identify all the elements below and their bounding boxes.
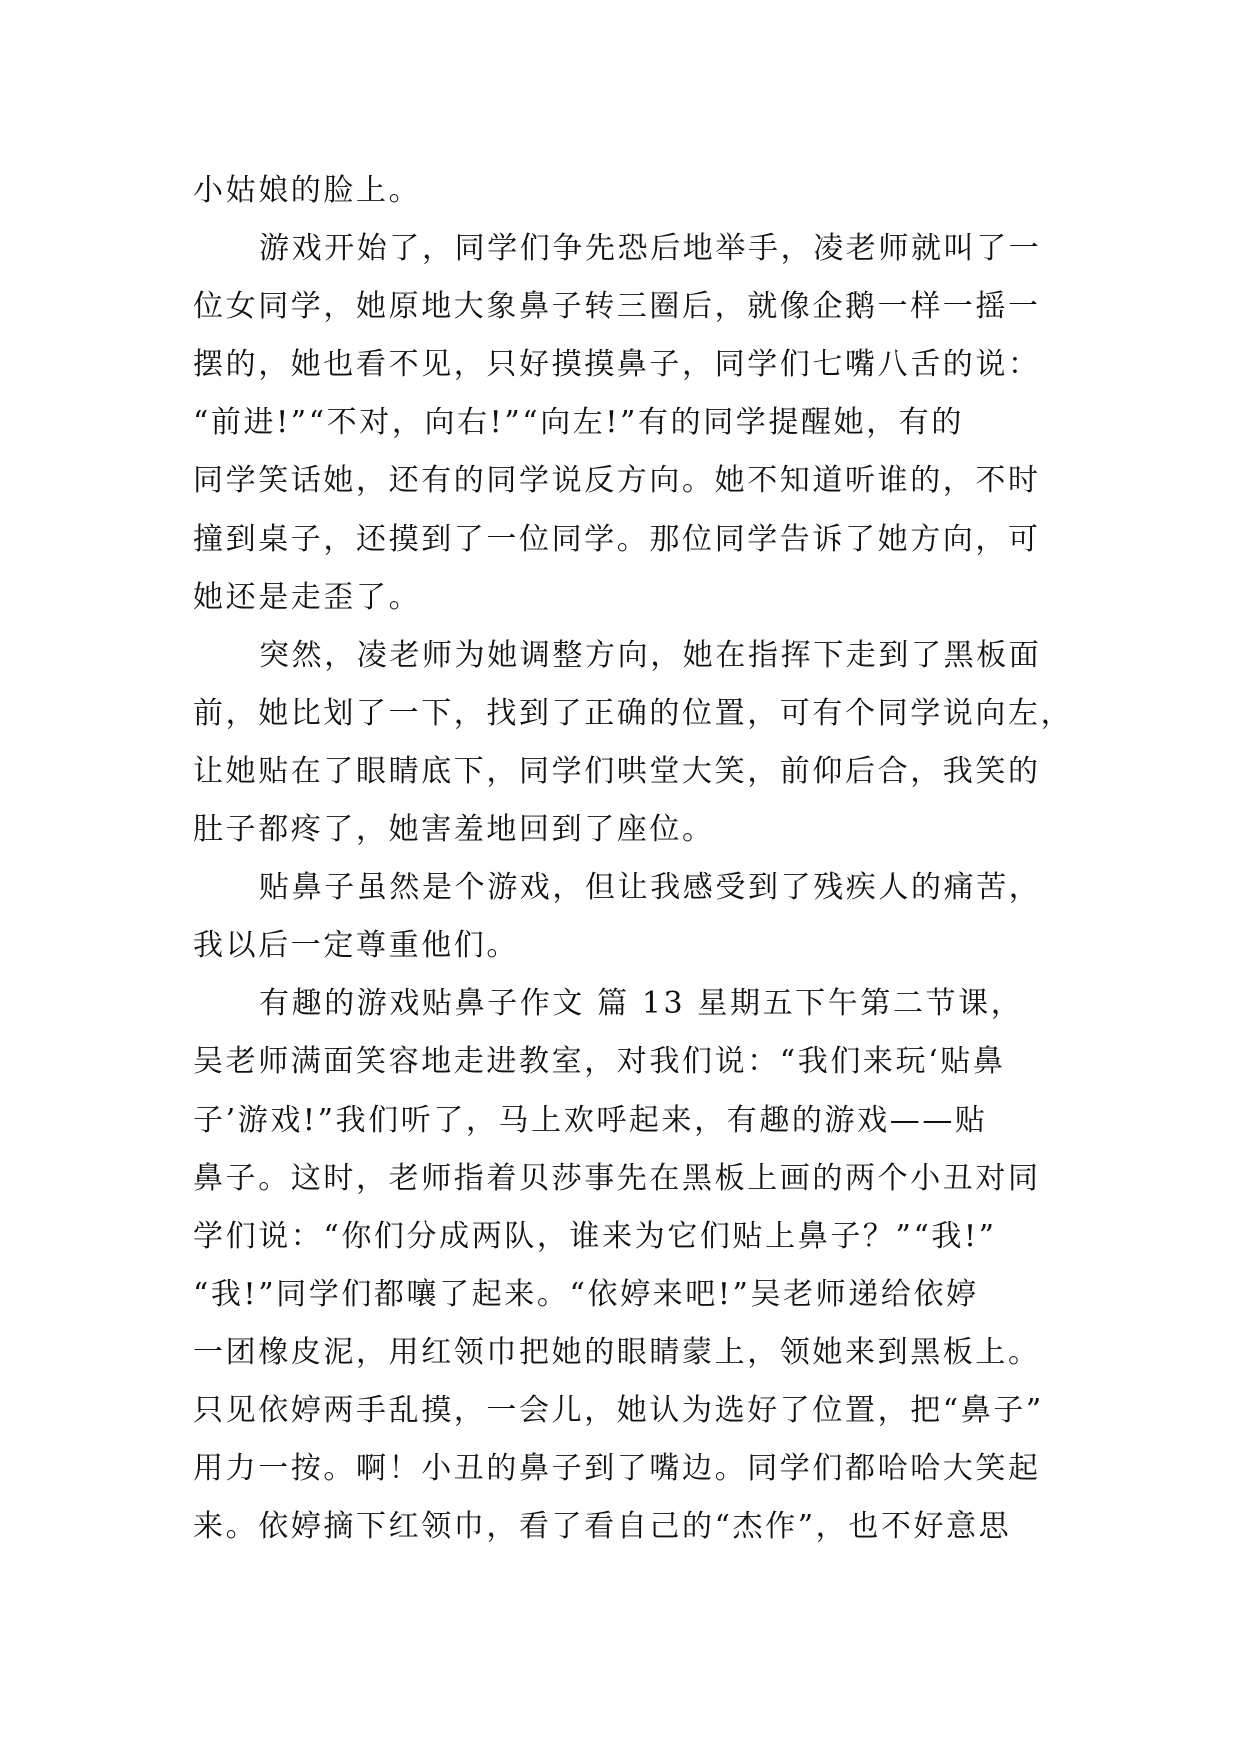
text-line: 肚子都疼了，她害羞地回到了座位。 [193, 812, 715, 848]
text-line: 一团橡皮泥，用红领巾把她的眼睛蒙上，领她来到黑板上。 [193, 1334, 1041, 1370]
text-line: 前，她比划了一下，找到了正确的位置，可有个同学说向左， [193, 695, 1074, 731]
text-line: 突然，凌老师为她调整方向，她在指挥下走到了黑板面 [259, 637, 1042, 673]
text-line: 子’游戏!”我们听了，马上欢呼起来，有趣的游戏——贴 [193, 1102, 988, 1138]
text-line: 我以后一定尊重他们。 [193, 928, 519, 964]
text-line: 同学笑话她，还有的同学说反方向。她不知道听谁的，不时 [193, 463, 1041, 499]
text-line: 撞到桌子，还摸到了一位同学。那位同学告诉了她方向，可 [193, 521, 1041, 557]
text-line: 来。依婷摘下红领巾，看了看自己的“杰作”，也不好意思 [193, 1509, 1012, 1545]
text-line: “我!”同学们都嚷了起来。“依婷来吧!”吴老师递给依婷 [193, 1276, 979, 1312]
text-line: 吴老师满面笑容地走进教室，对我们说：“我们来玩‘贴鼻 [193, 1044, 1006, 1080]
text-line: 用力一按。啊！小丑的鼻子到了嘴边。同学们都哈哈大笑起 [193, 1451, 1041, 1487]
text-line: 只见依婷两手乱摸，一会儿，她认为选好了位置，把“鼻子” [193, 1392, 1044, 1428]
text-line: 摆的，她也看不见，只好摸摸鼻子，同学们七嘴八舌的说： [193, 347, 1041, 383]
text-line: 游戏开始了，同学们争先恐后地举手，凌老师就叫了一 [259, 231, 1042, 267]
text-line: 让她贴在了眼睛底下，同学们哄堂大笑，前仰后合，我笑的 [193, 753, 1041, 789]
text-line: 学们说：“你们分成两队，谁来为它们贴上鼻子？”“我!” [193, 1218, 997, 1254]
document-body [193, 162, 1073, 1556]
text-line: 贴鼻子虽然是个游戏，但让我感受到了残疾人的痛苦， [259, 870, 1042, 906]
text-line: 有趣的游戏贴鼻子作文 篇 13 星期五下午第二节课， [259, 986, 1024, 1022]
text-line: 鼻子。这时，老师指着贝莎事先在黑板上画的两个小丑对同 [193, 1160, 1041, 1196]
text-line: 小姑娘的脸上。 [193, 173, 422, 208]
text-line: 她还是走歪了。 [193, 579, 422, 615]
text-line: “前进!”“不对，向右!”“向左!”有的同学提醒她，有的 [193, 405, 964, 441]
text-line: 位女同学，她原地大象鼻子转三圈后，就像企鹅一样一摇一 [193, 289, 1041, 325]
